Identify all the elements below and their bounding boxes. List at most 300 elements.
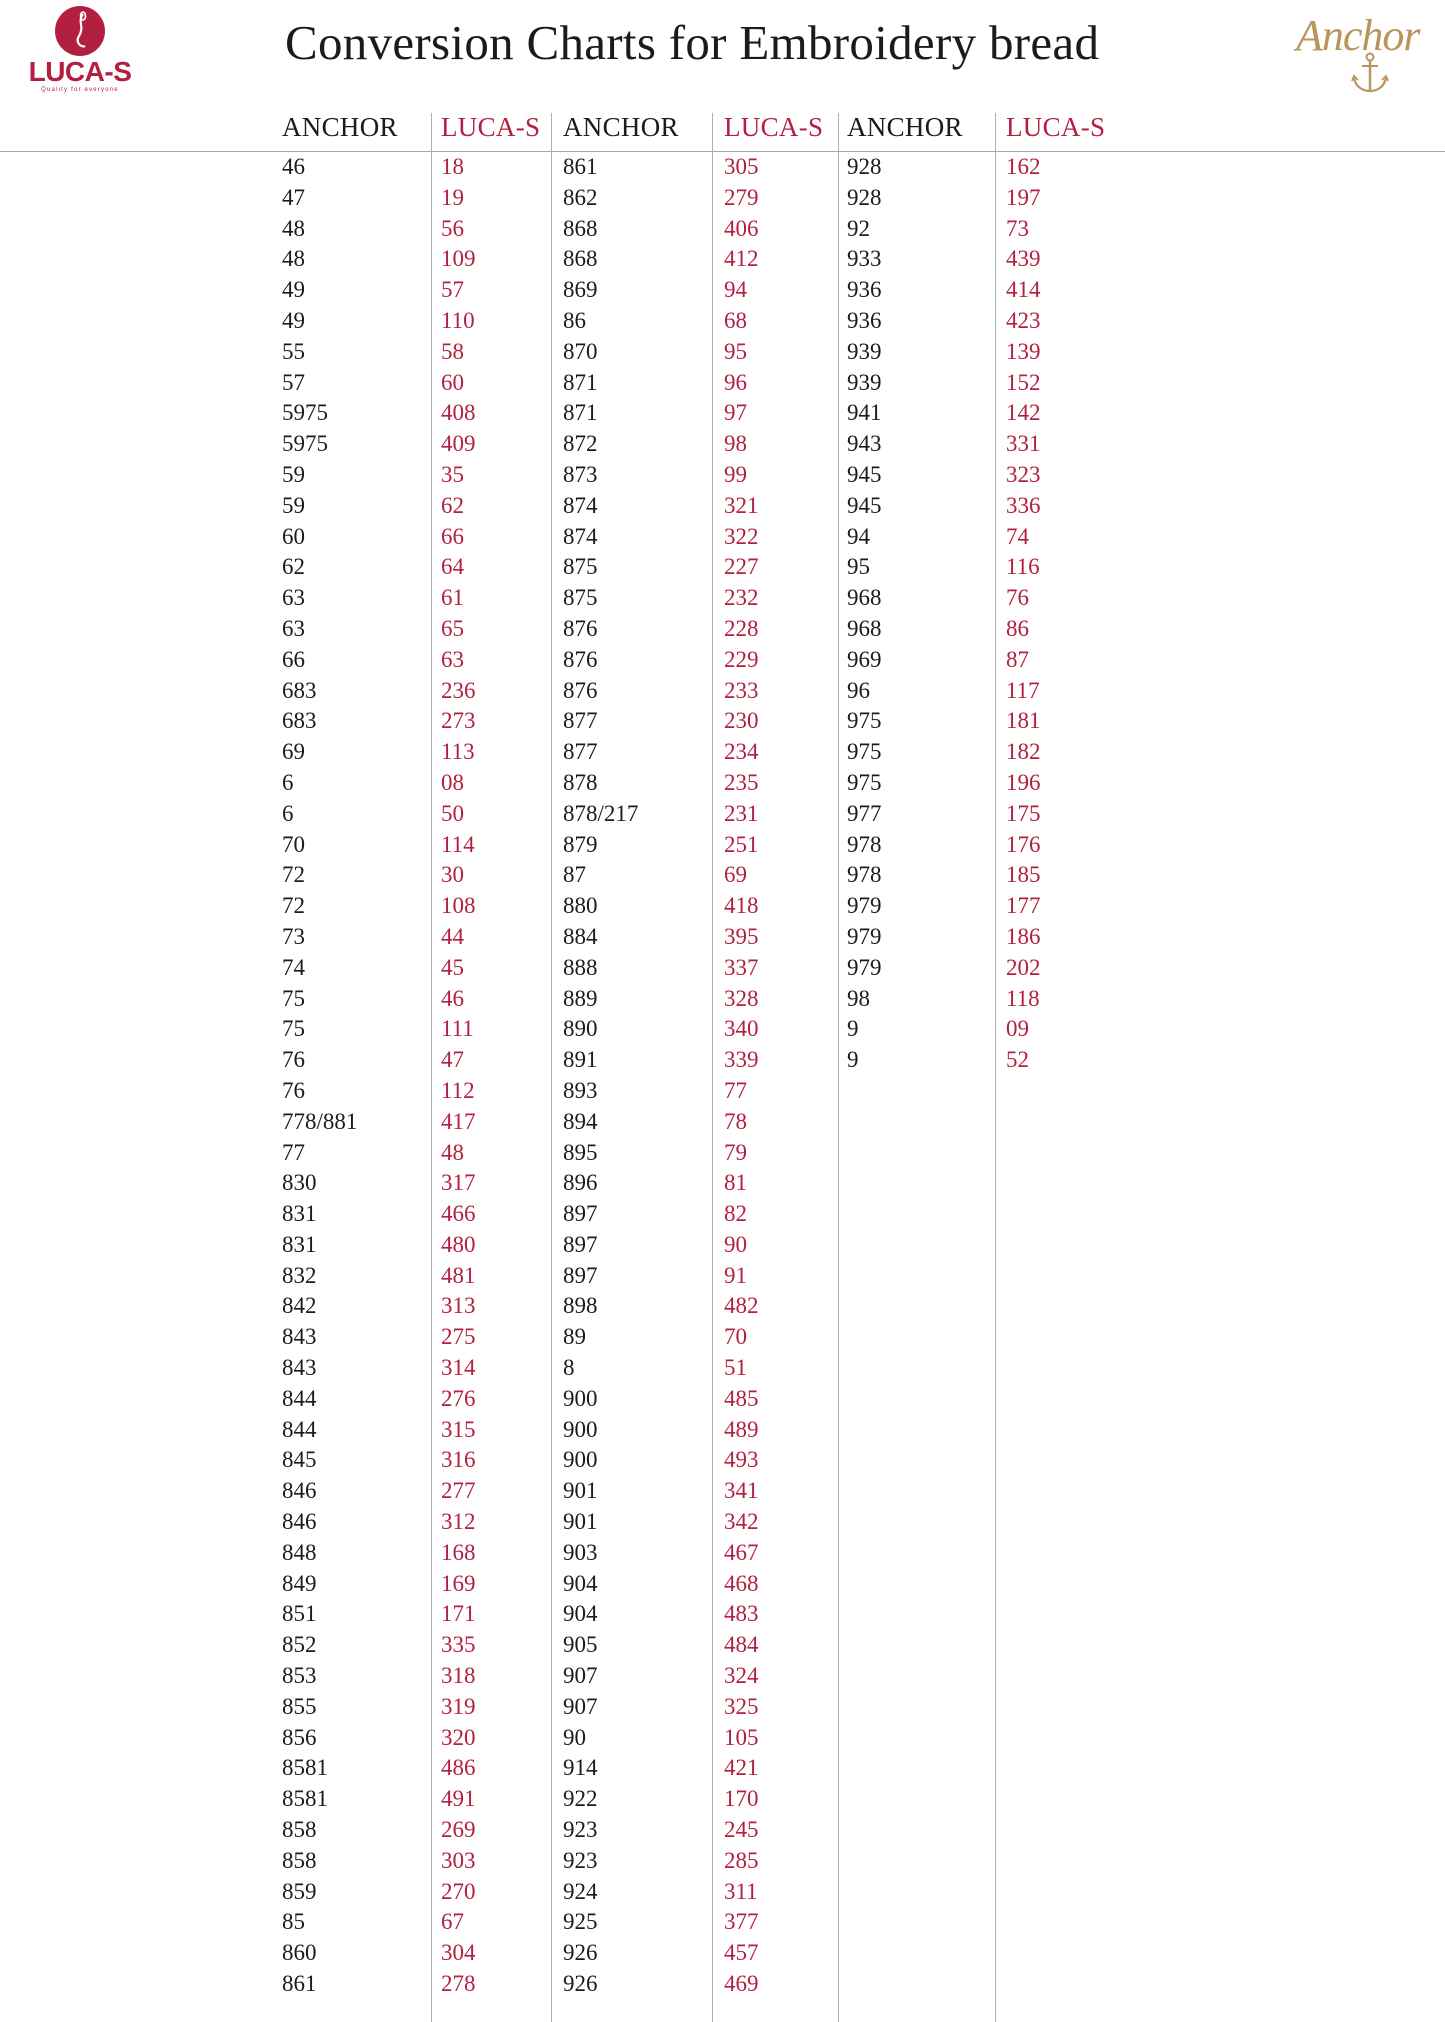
table-cell: 6	[282, 800, 294, 826]
table-cell: 880	[563, 893, 598, 919]
table-cell: 285	[724, 1847, 759, 1873]
table-cell: 341	[724, 1478, 759, 1504]
table-cell: 58	[441, 338, 464, 364]
table-cell: 98	[847, 985, 870, 1011]
table-cell: 196	[1006, 769, 1041, 795]
table-cell: 945	[847, 461, 882, 487]
table-cell: 73	[282, 923, 305, 949]
table-cell: 844	[282, 1416, 317, 1442]
table-cell: 79	[724, 1139, 747, 1165]
table-cell: 77	[724, 1077, 747, 1103]
table-cell: 169	[441, 1570, 476, 1596]
table-cell: 975	[847, 708, 882, 734]
table-cell: 968	[847, 585, 882, 611]
table-cell: 108	[441, 893, 476, 919]
table-cell: 177	[1006, 893, 1041, 919]
table-cell: 969	[847, 646, 882, 672]
table-cell: 63	[282, 585, 305, 611]
table-cell: 185	[1006, 862, 1041, 888]
table-cell: 979	[847, 923, 882, 949]
table-cell: 245	[724, 1817, 759, 1843]
table-cell: 60	[441, 369, 464, 395]
table-cell: 926	[563, 1940, 598, 1966]
table-cell: 46	[441, 985, 464, 1011]
anchor-logo	[1290, 4, 1440, 94]
table-cell: 35	[441, 461, 464, 487]
luca-s-logo-tagline: Quality for everyone	[41, 87, 119, 93]
column-divider	[838, 113, 839, 2022]
table-cell: 481	[441, 1262, 476, 1288]
table-cell: 19	[441, 184, 464, 210]
table-cell: 975	[847, 769, 882, 795]
table-cell: 489	[724, 1416, 759, 1442]
luca-s-column-2	[724, 109, 823, 2000]
table-cell: 876	[563, 646, 598, 672]
table-cell: 895	[563, 1139, 598, 1165]
table-cell: 48	[441, 1139, 464, 1165]
table-cell: 202	[1006, 954, 1041, 980]
table-cell: 117	[1006, 677, 1040, 703]
table-cell: 843	[282, 1355, 317, 1381]
table-cell: 928	[847, 184, 882, 210]
table-cell: 277	[441, 1478, 476, 1504]
table-cell: 85	[282, 1909, 305, 1935]
table-cell: 251	[724, 831, 759, 857]
table-cell: 78	[724, 1108, 747, 1134]
table-cell: 303	[441, 1847, 476, 1873]
table-cell: 96	[847, 677, 870, 703]
anchor-column-3	[847, 109, 963, 1076]
anchor-icon	[1350, 52, 1390, 94]
table-cell: 923	[563, 1847, 598, 1873]
table-cell: 8581	[282, 1755, 328, 1781]
table-cell: 877	[563, 708, 598, 734]
table-cell: 941	[847, 400, 882, 426]
table-cell: 30	[441, 862, 464, 888]
table-cell: 9	[847, 1016, 859, 1042]
table-cell: 408	[441, 400, 476, 426]
table-cell: 331	[1006, 431, 1041, 457]
table-cell: 875	[563, 554, 598, 580]
table-cell: 945	[847, 492, 882, 518]
table-cell: 229	[724, 646, 759, 672]
table-cell: 92	[847, 215, 870, 241]
table-cell: 75	[282, 985, 305, 1011]
table-cell: 110	[441, 307, 475, 333]
table-cell: 305	[724, 154, 759, 179]
header-divider	[0, 151, 1445, 152]
table-cell: 321	[724, 492, 759, 518]
table-cell: 377	[724, 1909, 759, 1935]
table-cell: 57	[282, 369, 305, 395]
table-cell: 87	[1006, 646, 1029, 672]
table-cell: 82	[724, 1201, 747, 1227]
table-cell: 342	[724, 1509, 759, 1535]
table-cell: 67	[441, 1909, 464, 1935]
table-cell: 95	[724, 338, 747, 364]
table-cell: 933	[847, 246, 882, 272]
table-cell: 907	[563, 1663, 598, 1689]
table-cell: 64	[441, 554, 464, 580]
table-cell: 62	[282, 554, 305, 580]
table-cell: 86	[563, 307, 586, 333]
table-cell: 978	[847, 831, 882, 857]
table-cell: 55	[282, 338, 305, 364]
table-cell: 76	[282, 1047, 305, 1073]
table-cell: 236	[441, 677, 476, 703]
anchor-logo-name: Anchor	[1296, 11, 1420, 60]
anchor-column-1	[282, 109, 398, 2000]
anchor-column-2	[563, 109, 679, 2000]
table-cell: 09	[1006, 1016, 1029, 1042]
table-cell: 08	[441, 769, 464, 795]
table-cell: 423	[1006, 307, 1041, 333]
column-divider	[712, 113, 713, 2022]
table-cell: 91	[724, 1262, 747, 1288]
table-cell: 232	[724, 585, 759, 611]
table-cell: 898	[563, 1293, 598, 1319]
table-cell: 924	[563, 1878, 598, 1904]
table-cell: 73	[1006, 215, 1029, 241]
table-cell: 49	[282, 277, 305, 303]
column-header: LUCA-S	[441, 112, 541, 142]
table-cell: 395	[724, 923, 759, 949]
table-cell: 275	[441, 1324, 476, 1350]
table-cell: 862	[563, 184, 598, 210]
table-cell: 315	[441, 1416, 476, 1442]
table-cell: 70	[724, 1324, 747, 1350]
table-cell: 316	[441, 1447, 476, 1473]
column-header: LUCA-S	[1006, 112, 1106, 142]
table-cell: 870	[563, 338, 598, 364]
table-cell: 861	[563, 154, 598, 179]
table-cell: 171	[441, 1601, 476, 1627]
table-cell: 856	[282, 1724, 317, 1750]
table-cell: 228	[724, 615, 759, 641]
table-cell: 65	[441, 615, 464, 641]
table-cell: 95	[847, 554, 870, 580]
table-cell: 62	[441, 492, 464, 518]
table-cell: 46	[282, 154, 305, 179]
table-cell: 907	[563, 1693, 598, 1719]
table-cell: 49	[282, 307, 305, 333]
table-cell: 61	[441, 585, 464, 611]
table-cell: 683	[282, 708, 317, 734]
table-cell: 406	[724, 215, 759, 241]
table-cell: 227	[724, 554, 759, 580]
table-cell: 468	[724, 1570, 759, 1596]
table-cell: 978	[847, 862, 882, 888]
table-cell: 493	[724, 1447, 759, 1473]
table-cell: 486	[441, 1755, 476, 1781]
luca-s-column-1	[441, 109, 540, 2000]
table-cell: 926	[563, 1971, 598, 1997]
table-cell: 968	[847, 615, 882, 641]
table-cell: 888	[563, 954, 598, 980]
table-cell: 874	[563, 492, 598, 518]
table-cell: 52	[1006, 1047, 1029, 1073]
table-cell: 76	[282, 1077, 305, 1103]
table-cell: 114	[441, 831, 475, 857]
table-cell: 843	[282, 1324, 317, 1350]
table-cell: 861	[282, 1971, 317, 1997]
table-cell: 113	[441, 739, 475, 765]
table-cell: 339	[724, 1047, 759, 1073]
table-cell: 979	[847, 954, 882, 980]
table-cell: 314	[441, 1355, 476, 1381]
table-cell: 98	[724, 431, 747, 457]
table-cell: 853	[282, 1663, 317, 1689]
table-cell: 176	[1006, 831, 1041, 857]
table-cell: 63	[282, 615, 305, 641]
table-cell: 318	[441, 1663, 476, 1689]
table-cell: 60	[282, 523, 305, 549]
table-cell: 412	[724, 246, 759, 272]
table-cell: 59	[282, 461, 305, 487]
table-cell: 63	[441, 646, 464, 672]
table-cell: 859	[282, 1878, 317, 1904]
table-cell: 152	[1006, 369, 1041, 395]
table-cell: 90	[724, 1231, 747, 1257]
table-cell: 877	[563, 739, 598, 765]
table-cell: 851	[282, 1601, 317, 1627]
table-cell: 900	[563, 1416, 598, 1442]
table-cell: 849	[282, 1570, 317, 1596]
table-cell: 56	[441, 215, 464, 241]
table-cell: 855	[282, 1693, 317, 1719]
table-cell: 109	[441, 246, 476, 272]
column-header: ANCHOR	[847, 112, 963, 142]
table-cell: 72	[282, 862, 305, 888]
table-cell: 876	[563, 615, 598, 641]
table-cell: 485	[724, 1385, 759, 1411]
table-cell: 175	[1006, 800, 1041, 826]
table-cell: 858	[282, 1847, 317, 1873]
table-cell: 875	[563, 585, 598, 611]
table-cell: 320	[441, 1724, 476, 1750]
table-cell: 118	[1006, 985, 1040, 1011]
table-cell: 852	[282, 1632, 317, 1658]
table-cell: 905	[563, 1632, 598, 1658]
table-cell: 74	[282, 954, 305, 980]
table-cell: 842	[282, 1293, 317, 1319]
table-cell: 168	[441, 1539, 476, 1565]
table-cell: 181	[1006, 708, 1041, 734]
table-cell: 831	[282, 1201, 317, 1227]
table-cell: 111	[441, 1016, 474, 1042]
page-title: Conversion Charts for Embroidery bread	[285, 15, 1100, 70]
table-cell: 5975	[282, 431, 328, 457]
table-cell: 868	[563, 215, 598, 241]
table-cell: 832	[282, 1262, 317, 1288]
table-cell: 278	[441, 1971, 476, 1997]
table-cell: 846	[282, 1478, 317, 1504]
table-cell: 683	[282, 677, 317, 703]
table-cell: 70	[282, 831, 305, 857]
table-cell: 890	[563, 1016, 598, 1042]
table-cell: 896	[563, 1170, 598, 1196]
table-cell: 922	[563, 1786, 598, 1812]
luca-s-logo	[20, 6, 140, 93]
table-cell: 889	[563, 985, 598, 1011]
table-cell: 45	[441, 954, 464, 980]
table-cell: 417	[441, 1108, 476, 1134]
table-cell: 76	[1006, 585, 1029, 611]
table-cell: 979	[847, 893, 882, 919]
table-cell: 977	[847, 800, 882, 826]
table-cell: 858	[282, 1817, 317, 1843]
table-cell: 878	[563, 769, 598, 795]
table-cell: 105	[724, 1724, 759, 1750]
table-cell: 66	[441, 523, 464, 549]
table-cell: 869	[563, 277, 598, 303]
table-cell: 939	[847, 338, 882, 364]
table-cell: 439	[1006, 246, 1041, 272]
table-cell: 231	[724, 800, 759, 826]
table-cell: 48	[282, 215, 305, 241]
table-cell: 409	[441, 431, 476, 457]
table-cell: 845	[282, 1447, 317, 1473]
table-cell: 975	[847, 739, 882, 765]
table-cell: 170	[724, 1786, 759, 1812]
table-cell: 6	[282, 769, 294, 795]
table-cell: 322	[724, 523, 759, 549]
table-cell: 94	[724, 277, 747, 303]
table-cell: 831	[282, 1231, 317, 1257]
table-cell: 897	[563, 1201, 598, 1227]
table-cell: 482	[724, 1293, 759, 1319]
table-cell: 323	[1006, 461, 1041, 487]
table-cell: 936	[847, 277, 882, 303]
table-cell: 868	[563, 246, 598, 272]
table-cell: 8	[563, 1355, 575, 1381]
table-cell: 484	[724, 1632, 759, 1658]
column-divider	[551, 113, 552, 2022]
table-cell: 5975	[282, 400, 328, 426]
table-cell: 86	[1006, 615, 1029, 641]
table-cell: 57	[441, 277, 464, 303]
table-cell: 901	[563, 1478, 598, 1504]
table-cell: 139	[1006, 338, 1041, 364]
table-cell: 873	[563, 461, 598, 487]
column-header: ANCHOR	[282, 112, 398, 142]
table-cell: 197	[1006, 184, 1041, 210]
table-cell: 328	[724, 985, 759, 1011]
table-cell: 876	[563, 677, 598, 703]
table-cell: 66	[282, 646, 305, 672]
table-cell: 99	[724, 461, 747, 487]
table-cell: 904	[563, 1570, 598, 1596]
table-cell: 94	[847, 523, 870, 549]
table-cell: 47	[282, 184, 305, 210]
table-cell: 925	[563, 1909, 598, 1935]
table-cell: 311	[724, 1878, 758, 1904]
table-cell: 893	[563, 1077, 598, 1103]
table-cell: 872	[563, 431, 598, 457]
table-cell: 337	[724, 954, 759, 980]
table-cell: 491	[441, 1786, 476, 1812]
table-cell: 901	[563, 1509, 598, 1535]
table-cell: 72	[282, 893, 305, 919]
table-cell: 325	[724, 1693, 759, 1719]
table-cell: 87	[563, 862, 586, 888]
table-cell: 830	[282, 1170, 317, 1196]
luca-s-logo-name: LUCA-S	[28, 56, 132, 87]
table-cell: 871	[563, 369, 598, 395]
table-cell: 18	[441, 154, 464, 179]
table-cell: 273	[441, 708, 476, 734]
table-cell: 936	[847, 307, 882, 333]
table-cell: 846	[282, 1509, 317, 1535]
table-cell: 871	[563, 400, 598, 426]
table-cell: 81	[724, 1170, 747, 1196]
table-cell: 75	[282, 1016, 305, 1042]
table-cell: 884	[563, 923, 598, 949]
table-cell: 269	[441, 1817, 476, 1843]
table-cell: 182	[1006, 739, 1041, 765]
table-cell: 879	[563, 831, 598, 857]
table-cell: 317	[441, 1170, 476, 1196]
table-cell: 230	[724, 708, 759, 734]
column-header: LUCA-S	[724, 112, 824, 142]
luca-s-column-3	[1006, 109, 1105, 1076]
table-cell: 69	[724, 862, 747, 888]
table-cell: 89	[563, 1324, 586, 1350]
table-cell: 457	[724, 1940, 759, 1966]
table-cell: 9	[847, 1047, 859, 1073]
table-cell: 313	[441, 1293, 476, 1319]
needle-thread-icon	[55, 6, 105, 56]
table-cell: 116	[1006, 554, 1040, 580]
table-cell: 186	[1006, 923, 1041, 949]
table-cell: 848	[282, 1539, 317, 1565]
table-cell: 897	[563, 1231, 598, 1257]
column-header: ANCHOR	[563, 112, 679, 142]
table-cell: 923	[563, 1817, 598, 1843]
table-cell: 312	[441, 1509, 476, 1535]
table-cell: 234	[724, 739, 759, 765]
table-cell: 319	[441, 1693, 476, 1719]
table-cell: 467	[724, 1539, 759, 1565]
table-cell: 480	[441, 1231, 476, 1257]
table-cell: 928	[847, 154, 882, 179]
table-cell: 897	[563, 1262, 598, 1288]
table-cell: 47	[441, 1047, 464, 1073]
table-cell: 279	[724, 184, 759, 210]
table-cell: 878/217	[563, 800, 639, 826]
table-cell: 304	[441, 1940, 476, 1966]
table-cell: 69	[282, 739, 305, 765]
table-cell: 44	[441, 923, 464, 949]
table-cell: 483	[724, 1601, 759, 1627]
table-cell: 914	[563, 1755, 598, 1781]
table-cell: 903	[563, 1539, 598, 1565]
table-cell: 48	[282, 246, 305, 272]
table-cell: 335	[441, 1632, 476, 1658]
table-cell: 900	[563, 1447, 598, 1473]
table-cell: 97	[724, 400, 747, 426]
table-cell: 142	[1006, 400, 1041, 426]
table-cell: 68	[724, 307, 747, 333]
table-cell: 96	[724, 369, 747, 395]
table-cell: 50	[441, 800, 464, 826]
table-cell: 77	[282, 1139, 305, 1165]
table-cell: 904	[563, 1601, 598, 1627]
table-cell: 844	[282, 1385, 317, 1411]
table-cell: 235	[724, 769, 759, 795]
table-cell: 162	[1006, 154, 1041, 179]
table-cell: 340	[724, 1016, 759, 1042]
